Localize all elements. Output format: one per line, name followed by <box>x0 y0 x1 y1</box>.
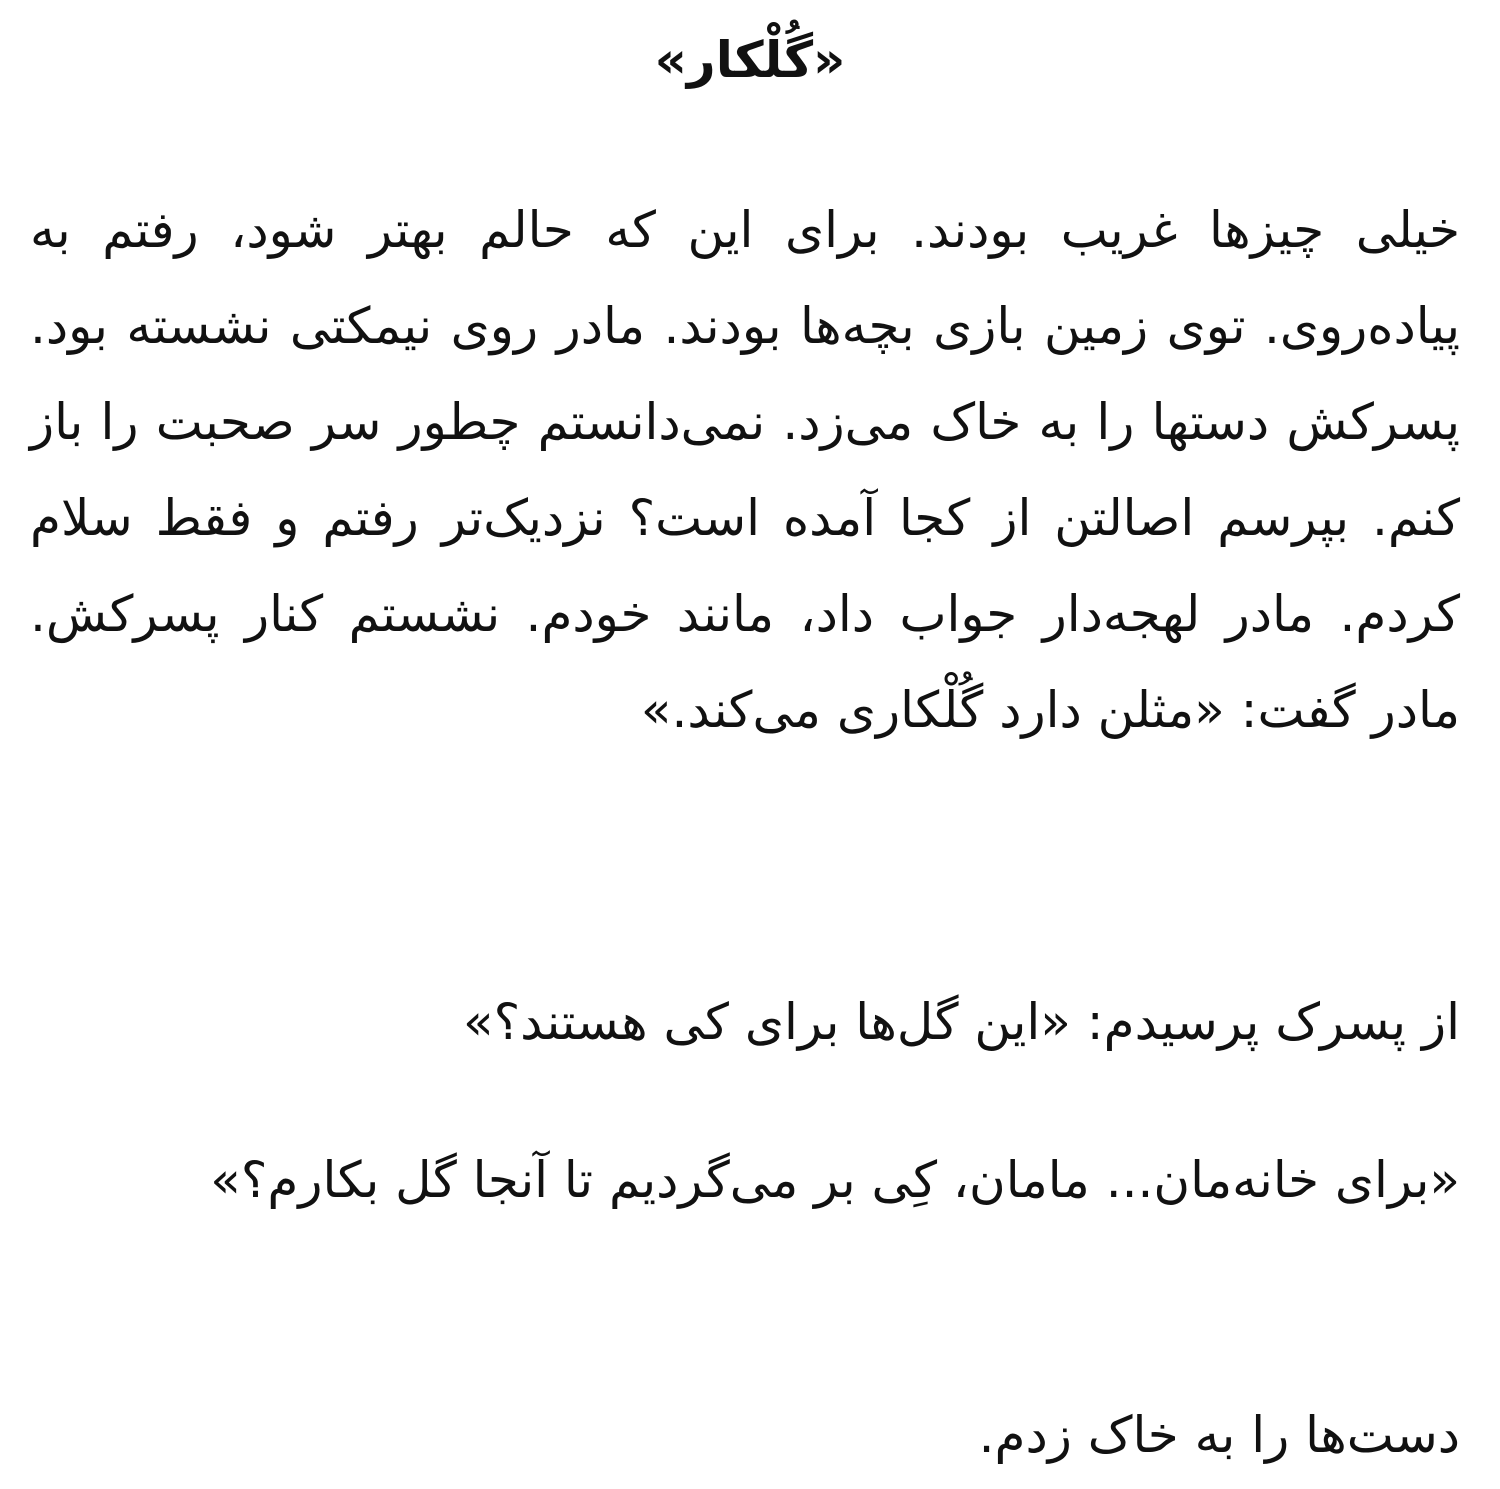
paragraph-3: «برای خانه‌مان... مامان، کِی بر می‌گردیم تا آنجا گل بکارم؟» <box>210 1151 1460 1209</box>
paragraph-2: از پسرک پرسیدم: «این گل‌ها برای کی هستند؟» <box>463 993 1460 1051</box>
document-title: «گُلْکار» <box>654 31 846 89</box>
paragraph-1: خیلی چیزها غریب بودند. برای این که حالم بهتر شود، رفتم به پیاده‌روی. توی زمین بازی بچه‌ها بودند. مادر روی نیمکتی نشسته بود. پسرکش دستها را به خاک می‌زد. نمی‌دانستم چطور سر صحبت را باز کنم. بپرسم اصالتن از کجا آمده است؟ نزدیک‌تر رفتم و فقط سلام کردم. مادر لهجه‌دار جواب داد، مانند خودم. نشستم کنار پسرکش. مادر گفت: «مثلن دارد گُلْکاری می‌کند.» <box>30 201 1460 739</box>
paragraph-4: دست‌ها را به خاک زدم. <box>978 1406 1460 1464</box>
